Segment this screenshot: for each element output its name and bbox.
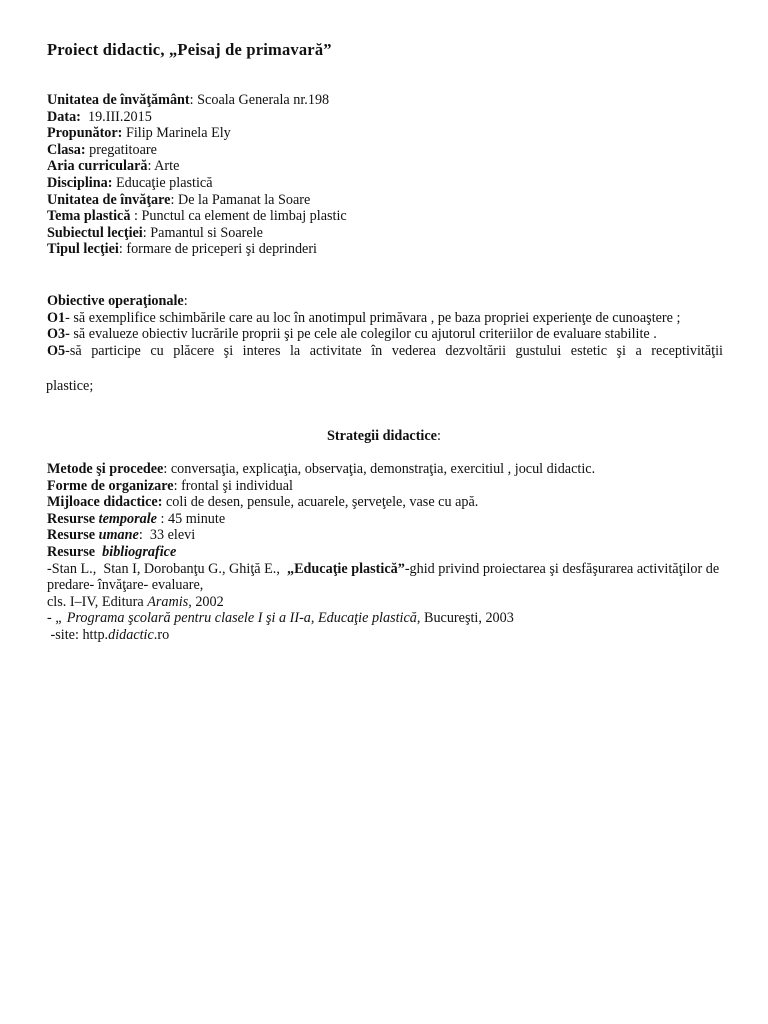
field-label: Propunător: (47, 125, 123, 142)
bib-place-year: Bucureşti, 2003 (420, 610, 514, 627)
objectives-section (47, 293, 723, 395)
field-label: Tema plastică (47, 208, 131, 225)
objective-o5 (47, 343, 723, 360)
info-row-disciplina (47, 175, 723, 192)
info-row-unitatea (47, 92, 723, 109)
field-value: : conversaţia, explicaţia, observaţia, demonstraţia, exercitiul , jocul didactic. (163, 461, 596, 477)
site-tld: .ro (153, 626, 170, 643)
objective-code: O1 (47, 309, 66, 326)
strategies-section (47, 461, 723, 644)
field-label: Clasa: (47, 141, 86, 158)
bib-title: „Educaţie plastică” (286, 560, 405, 577)
field-value: Filip Marinela Ely (122, 125, 231, 142)
field-label-italic: temporale (98, 510, 157, 527)
field-value: pregatitoare (85, 141, 157, 158)
strategy-row-metode (47, 461, 723, 478)
info-row-clasa (47, 142, 723, 159)
field-value: : Pamantul si Soarele (142, 224, 263, 241)
field-label: Tipul lecţiei (47, 241, 119, 258)
field-label: Metode şi procedee (47, 461, 164, 477)
strategy-row-resurse-bibliografice (47, 544, 723, 561)
field-label: Resurse (47, 527, 99, 544)
field-value: : 45 minute (156, 510, 226, 527)
objective-code: O5 (47, 342, 66, 359)
strategies-title (0, 428, 768, 445)
field-value: 19.III.2015 (80, 108, 152, 125)
field-label: Data: (47, 108, 81, 125)
strategy-row-resurse-temporale (47, 511, 723, 528)
field-label: Forme de organizare (47, 477, 174, 494)
strategies-title-label: Strategii didactice (327, 428, 437, 444)
field-label-italic: bibliografice (102, 543, 177, 560)
strategies-title-colon: : (436, 428, 441, 444)
field-value: : Scoala Generala nr.198 (189, 92, 330, 108)
bibliography-site (47, 627, 723, 644)
site-domain: didactic (108, 626, 154, 643)
info-row-propunator (47, 125, 723, 142)
field-label-italic: umane (98, 527, 139, 544)
bibliography-item-1 (47, 561, 723, 594)
field-label: Aria curriculară (47, 158, 148, 175)
bib-publisher: Aramis (147, 593, 189, 610)
objective-o3 (47, 326, 723, 343)
field-value: : Punctul ca element de limbaj plastic (130, 208, 347, 225)
field-label: Unitatea de învăţământ (47, 92, 190, 108)
info-row-tipul (47, 241, 723, 258)
info-row-tema (47, 208, 723, 225)
lesson-info (47, 92, 723, 258)
document-title: Proiect didactic, „Peisaj de primavară” (47, 40, 332, 59)
objectives-heading-colon: : (183, 293, 188, 309)
field-value: : 33 elevi (138, 527, 196, 544)
bib-year: , 2002 (188, 593, 224, 610)
info-row-data (47, 109, 723, 126)
field-value: : Arte (147, 158, 180, 175)
objective-text: să evalueze obiectiv lucrările proprii şi pe cele ale colegilor cu ajutorul criteriilor de evaluare stabilite . (69, 326, 657, 343)
field-value: coli de desen, pensule, acuarele, şerveţele, vase cu apă. (162, 494, 479, 511)
info-row-aria (47, 158, 723, 175)
objective-o5-continuation: plastice; (46, 378, 94, 395)
strategy-row-mijloace (47, 494, 723, 511)
field-value: Educaţie plastică (112, 174, 213, 191)
field-label: Resurse (47, 510, 99, 527)
strategy-row-resurse-umane (47, 527, 723, 544)
field-label: Subiectul lecţiei (47, 224, 143, 241)
objective-text: -să participe cu plăcere şi interes la activitate în vederea dezvoltării gustului estetic şi a receptivităţii (65, 342, 723, 359)
objectives-heading-label: Obiective operaţionale (47, 293, 184, 309)
field-label: Mijloace didactice: (47, 494, 163, 511)
field-value: : frontal şi individual (173, 477, 293, 494)
objective-text: - să exemplifice schimbările care au loc în anotimpul primăvara , pe baza propriei experienţe de cunoaştere ; (65, 309, 681, 326)
info-row-unitatea-invatare (47, 192, 723, 209)
bib-description: -ghid privind proiectarea şi desfăşurarea activităţilor de predare- învăţare- evaluare, (47, 560, 720, 594)
bib-title: „ Programa şcolară pentru clasele I şi a II-a, Educaţie plastică, (55, 610, 421, 627)
objective-code: O3- (47, 326, 70, 343)
objective-o1 (47, 310, 723, 327)
strategy-row-forme (47, 478, 723, 495)
field-label: Disciplina: (47, 174, 113, 191)
bib-prefix: - (47, 610, 56, 627)
site-prefix: -site: http. (47, 626, 109, 643)
bib-authors: -Stan L., Stan I, Dorobanţu G., Ghiţă E., (47, 560, 287, 577)
field-value: : formare de priceperi şi deprinderi (118, 241, 317, 258)
field-value: : De la Pamanat la Soare (170, 191, 311, 208)
bib-classes: cls. I–IV, Editura (47, 593, 148, 610)
objectives-heading (47, 293, 723, 310)
bibliography-item-1-continuation (47, 594, 723, 611)
field-label: Resurse (47, 543, 103, 560)
info-row-subiectul (47, 225, 723, 242)
field-label: Unitatea de învăţare (47, 191, 171, 208)
bibliography-item-2 (47, 610, 723, 627)
